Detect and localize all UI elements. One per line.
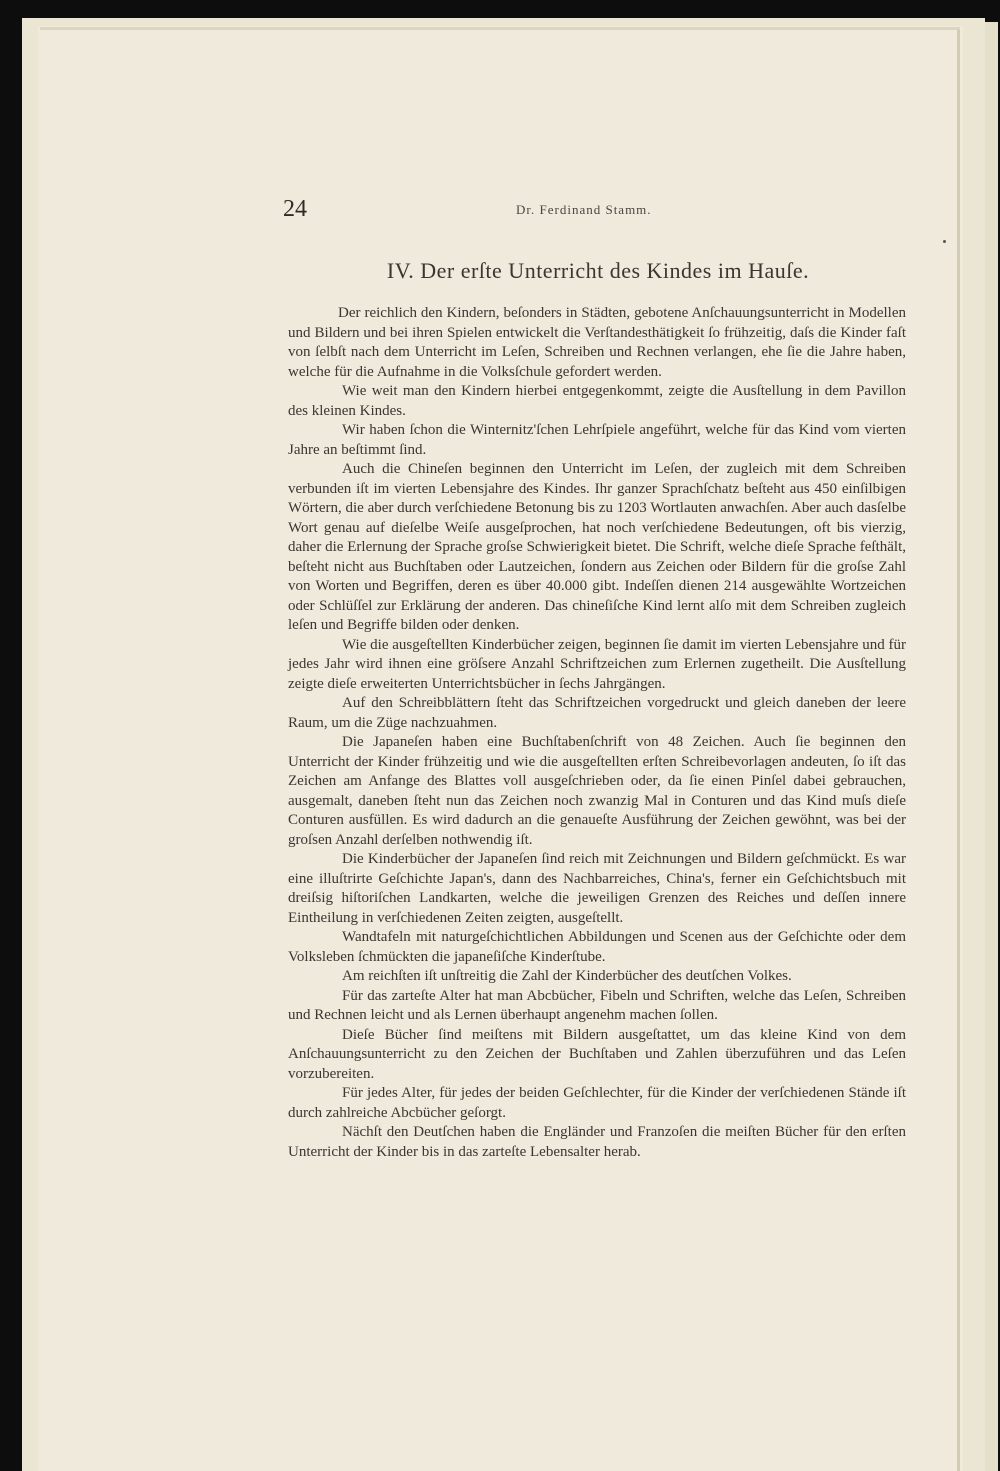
ink-speck [943, 240, 946, 243]
paragraph: Wie die ausgeſtellten Kinderbücher zeigen, beginnen ſie damit im vierten Lebensjahre und für jedes Jahr wird ihnen eine gröſsere Anzahl Schriftzeichen zum Erlernen zugetheilt. Die Ausſtellung zeigte dieſe erweiterten Unterrichtsbücher in ſechs Jahrgängen. [288, 636, 906, 692]
paragraph: Wie weit man den Kindern hierbei entgegenkommt, zeigte die Ausſtellung in dem Pavillon des kleinen Kindes. [288, 383, 906, 419]
paragraph: Die Japaneſen haben eine Buchſtabenſchrift von 48 Zeichen. Auch ſie beginnen den Unterricht der Kinder frühzeitig und wie die ausgeſtellten erſten Schreibevorlagen andeuten, ſo iſt das Zeichen am Anfange des Blattes voll ausgeſchrieben oder, da ſie einen Pinſel dabei gebrauchen, ausgemalt, daneben ſteht nun das Zeichen noch zwanzig Mal in Conturen und das Kind muſs dieſe Conturen ausfüllen. Es wird dadurch an die genaueſte Ausführung der Zeichen gewöhnt, was bei der groſsen Anzahl derſelben nothwendig iſt. [288, 734, 906, 848]
paragraph: Der reichlich den Kindern, beſonders in Städten, gebotene Anſchauungsunterricht in Modellen und Bildern und bei ihren Spielen entwickelt die Verſtandesthätigkeit ſo frühzeitig, daſs die Kinder faſt von ſelbſt nach dem Unterricht im Leſen, Schreiben und Rechnen verlangen, ehe ſie die Jahre haben, welche für die Aufnahme in die Volksſchule gefordert werden. [288, 305, 906, 380]
paragraph: Wandtafeln mit naturgeſchichtlichen Abbildungen und Scenen aus der Geſchichte oder dem Volksleben ſchmückten die japaneſiſche Kinderſtube. [288, 929, 906, 965]
page-right-edge [957, 30, 960, 1471]
paragraph: Nächſt den Deutſchen haben die Engländer und Franzoſen die meiſten Bücher für den erſten Unterricht der Kinder bis in das zarteſte Lebensalter herab. [288, 1124, 906, 1160]
page-top-edge [40, 27, 960, 30]
paragraph: Auf den Schreibblättern ſteht das Schriftzeichen vorgedruckt und gleich daneben der leere Raum, um die Züge nachzuahmen. [288, 695, 906, 731]
paragraph: Auch die Chineſen beginnen den Unterricht im Leſen, der zugleich mit dem Schreiben verbunden iſt im vierten Lebensjahre des Kindes. Ihr ganzer Sprachſchatz beſteht aus 450 einſilbigen Wörtern, die aber durch verſchiedene Betonung bis zu 1203 Wortlauten anwachſen. Aber auch dasſelbe Wort genau auf dieſelbe Weiſe ausgeſprochen, hat noch verſchiedene Bedeutungen, oft bis vierzig, daher die Erlernung der Sprache groſse Schwierigkeit bietet. Die Schrift, welche dieſe Sprache feſthält, beſteht nicht aus Buchſtaben oder Lautzeichen, ſondern aus Zeichen oder Bildern für die groſse Zahl von Worten und Begriffen, deren es über 40.000 gibt. Indeſſen dienen 214 ausgewählte Wortzeichen oder Schlüſſel zur Erklärung der anderen. Das chineſiſche Kind lernt alſo mit dem Schreiben zugleich leſen und Begriffe bilden oder denken. [288, 461, 906, 633]
page-number: 24 [283, 196, 307, 222]
paragraph: Für das zarteſte Alter hat man Abcbücher, Fibeln und Schriften, welche das Leſen, Schreiben und Rechnen leicht und als Lernen überhaupt angenehm machen ſollen. [288, 987, 906, 1023]
paragraph: Die Kinderbücher der Japaneſen ſind reich mit Zeichnungen und Bildern geſchmückt. Es war eine illuſtrirte Geſchichte Japan's, dann des Nachbarreiches, China's, ferner ein Geſchichtsbuch mit dreiſsig hiſtoriſchen Landkarten, welche die jeweiligen Grenzen des Reiches und deſſen innere Eintheilung in verſchiedenen Zeiten zeigten, ausgeſtellt. [288, 851, 906, 926]
paragraph: Für jedes Alter, für jedes der beiden Geſchlechter, für die Kinder der verſchiedenen Stände iſt durch zahlreiche Abcbücher geſorgt. [288, 1085, 906, 1121]
running-head: Dr. Ferdinand Stamm. [516, 202, 652, 217]
paragraph: Dieſe Bücher ſind meiſtens mit Bildern ausgeſtattet, um das kleine Kind von dem Anſchauungsunterricht zu den Zeichen der Buchſtaben und Zahlen überzuführen und das Leſen vorzubereiten. [288, 1026, 906, 1082]
paragraph: Wir haben ſchon die Winternitz'ſchen Lehrſpiele angeführt, welche für das Kind vom vierten Jahre an beſtimmt ſind. [288, 422, 906, 458]
section-title: IV. Der erſte Unterricht des Kindes im Hauſe. [386, 258, 810, 283]
page-header [283, 196, 908, 220]
body-text [288, 304, 906, 1162]
paragraph: Am reichſten iſt unſtreitig die Zahl der Kinderbücher des deutſchen Volkes. [342, 968, 792, 984]
